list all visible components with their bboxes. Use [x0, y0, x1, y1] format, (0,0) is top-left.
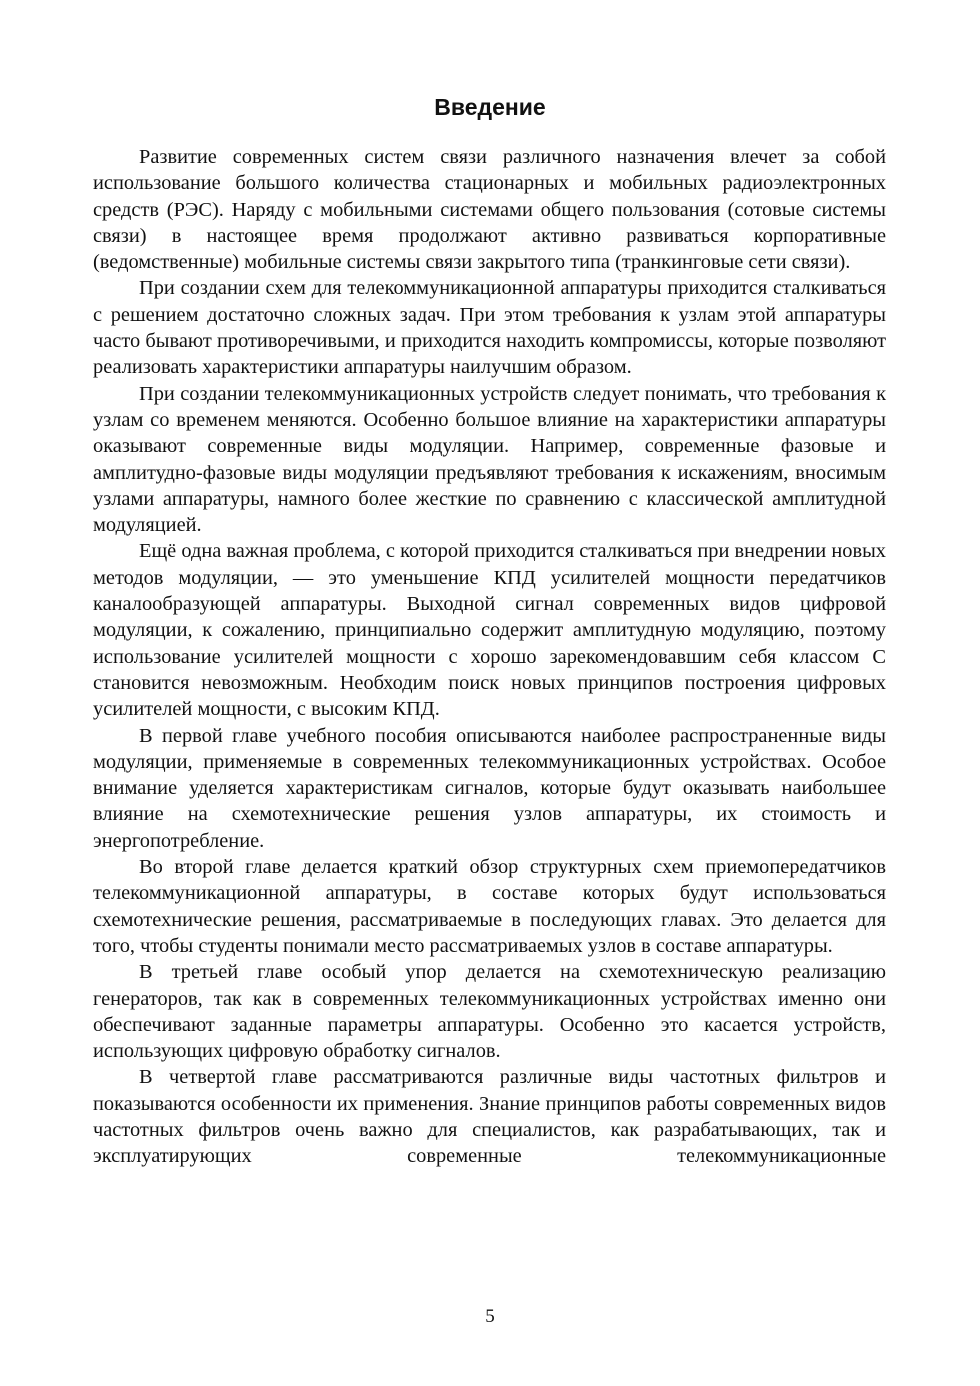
paragraph: Развитие современных систем связи различного назначения влечет за собой использование большого количества стационарных и мобильных радиоэлектронных средств (РЭС). Наряду с мобильными системами общего пользования (сотовые системы связи) в настоящее время продолжают активно развиваться корпоративные (ведомственные) мобильные системы связи закрытого типа (транкинговые сети связи).	[93, 146, 886, 274]
paragraph: В первой главе учебного пособия описываются наиболее распространенные виды модуляции, применяемые в современных телекоммуникационных устройствах. Особое внимание уделяется характеристикам сигналов, которые будут оказывать наибольшее влияние на схемотехнические решения узлов аппаратуры, их стоимость и энергопотребление.	[93, 724, 886, 852]
paragraph: При создании телекоммуникационных устройств следует понимать, что требования к узлам со временем меняются. Особенно большое влияние на характеристики аппаратуры оказывают современные виды модуляции. Например, современные фазовые и амплитудно-фазовые виды модуляции предъявляют требования к искажениям, вносимым узлами аппаратуры, намного более жесткие по сравнению с классической амплитудной модуляцией.	[93, 382, 886, 537]
paragraph: В третьей главе особый упор делается на схемотехническую реализацию генераторов, так как в современных телекоммуникационных устройствах именно они обеспечивают заданные параметры аппаратуры. Особенно это касается устройств, использующих цифровую обработку сигналов.	[93, 961, 886, 1063]
paragraph: При создании схем для телекоммуникационной аппаратуры приходится сталкиваться с решением достаточно сложных задач. При этом требования к узлам этой аппаратуры часто бывают противоречивыми, и приходится находить компромиссы, которые позволяют реализовать характеристики аппаратуры наилучшим образом.	[93, 277, 886, 379]
paragraph: Во второй главе делается краткий обзор структурных схем приемопередатчиков телекоммуникационной аппаратуры, в составе которых будут использоваться схемотехнические решения, рассматриваемые в последующих главах. Это делается для того, чтобы студенты понимали место рассматриваемых узлов в составе аппаратуры.	[93, 856, 886, 957]
paragraph: Ещё одна важная проблема, с которой приходится сталкиваться при внедрении новых методов модуляции, — это уменьшение КПД усилителей мощности передатчиков каналообразующей аппаратуры. Выходной сигнал современных видов цифровой модуляции, к сожалению, принципиально содержит амплитудную модуляцию, поэтому использование усилителей мощности с хорошо зарекомендовавшим себя классом С становится невозможным. Необходим поиск новых принципов построения цифровых усилителей мощности, с высоким КПД.	[93, 540, 886, 721]
page-title: Введение	[434, 94, 546, 120]
paragraph-continued: В четвертой главе рассматриваются различные виды частотных фильтров и показываются особенности их применения. Знание принципов работы современных видов частотных фильтров очень важно для специалистов, как разрабатывающих, так и эксплуатирующих современные телекоммуникационные	[93, 1066, 886, 1168]
document-body	[93, 144, 886, 1170]
page-number: 5	[485, 1306, 495, 1327]
